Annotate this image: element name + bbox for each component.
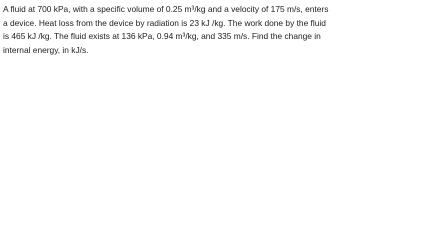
problem-line: A fluid at 700 kPa, with a specific volume of 0.25 m³/kg and a velocity of 175 m/s, enters — [3, 4, 329, 14]
problem-statement — [3, 3, 436, 57]
problem-line: is 465 kJ /kg. The fluid exists at 136 kPa, 0.94 m³/kg, and 335 m/s. Find the change in — [3, 31, 321, 42]
problem-line: a device. Heat loss from the device by radiation is 23 kJ /kg. The work done by the fluid — [3, 17, 326, 28]
problem-line: internal energy, in kJ/s. — [3, 44, 89, 55]
